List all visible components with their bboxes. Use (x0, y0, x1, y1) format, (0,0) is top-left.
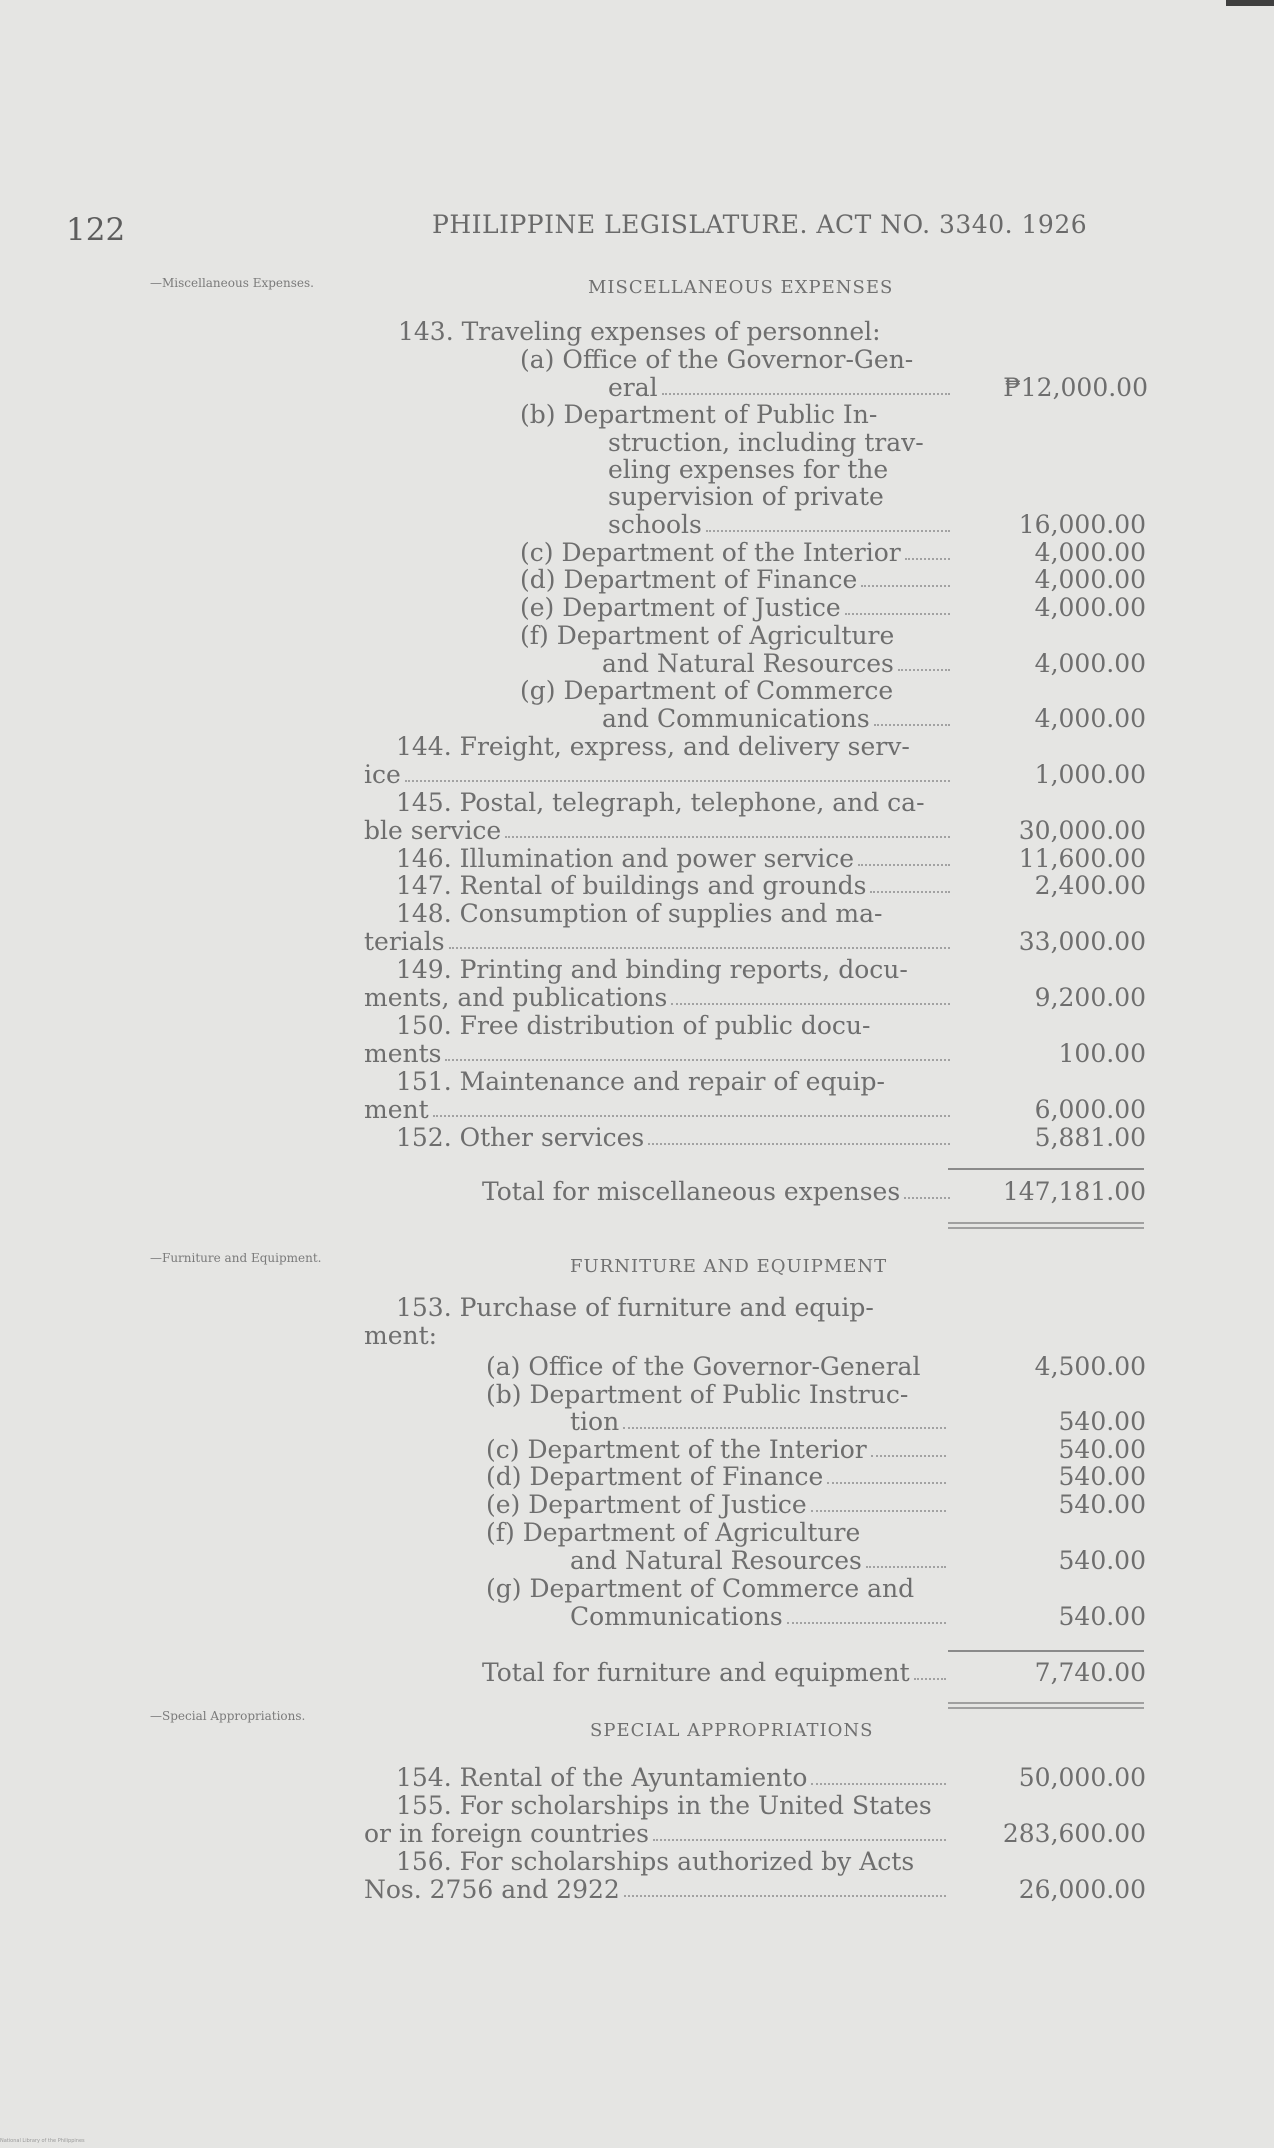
amount-153e: 540.00 (1058, 1490, 1146, 1519)
amount-143c: 4,000.00 (1034, 538, 1146, 567)
item-153d: (d) Department of Finance (486, 1463, 948, 1491)
amount-155: 283,600.00 (1002, 1819, 1146, 1848)
amount-144: 1,000.00 (1034, 760, 1146, 789)
item-145-line2: ble service (364, 817, 952, 845)
amount-151: 6,000.00 (1034, 1095, 1146, 1124)
item-153g-line2: Communications (570, 1603, 948, 1631)
amount-153f: 540.00 (1058, 1546, 1146, 1575)
item-151-line2: ment (364, 1096, 952, 1124)
margin-note-special: —Special Appropriations. (150, 1709, 306, 1723)
amount-154: 50,000.00 (1018, 1763, 1146, 1792)
item-143e: (e) Department of Justice (520, 594, 952, 622)
item-153g-line1: (g) Department of Commerce and (486, 1574, 915, 1603)
item-147: 147. Rental of buildings and grounds (396, 872, 952, 900)
item-156-line2: Nos. 2756 and 2922 (364, 1876, 948, 1904)
item-143: 143. Traveling expenses of personnel: (398, 317, 881, 346)
item-148-line2: terials (364, 928, 952, 956)
amount-143d: 4,000.00 (1034, 565, 1146, 594)
item-143b-line2: struction, including trav- (608, 428, 924, 457)
item-143g-line1: (g) Department of Commerce (520, 676, 894, 705)
amount-147: 2,400.00 (1034, 871, 1146, 900)
item-153e: (e) Department of Justice (486, 1491, 948, 1519)
amount-152: 5,881.00 (1034, 1123, 1146, 1152)
page-number: 122 (66, 212, 126, 248)
heading-special: SPECIAL APPROPRIATIONS (590, 1720, 874, 1741)
item-150-line2: ments (364, 1040, 952, 1068)
item-143c: (c) Department of the Interior (520, 539, 952, 567)
scan-footer: National Library of the Philippines (0, 2138, 85, 2144)
item-143b-line3: eling expenses for the (608, 455, 889, 484)
item-153a: (a) Office of the Governor-General (486, 1352, 921, 1381)
item-144-line1: 144. Freight, express, and delivery serv- (396, 732, 910, 761)
item-143d: (d) Department of Finance (520, 566, 952, 594)
item-145-line1: 145. Postal, telegraph, telephone, and ca- (396, 788, 925, 817)
double-rule-misc (948, 1222, 1144, 1229)
amount-145: 30,000.00 (1018, 816, 1146, 845)
heading-furniture: FURNITURE AND EQUIPMENT (570, 1256, 888, 1277)
item-143g-line2: and Communications (602, 705, 952, 733)
amount-153c: 540.00 (1058, 1435, 1146, 1464)
total-rule-furniture (948, 1650, 1144, 1652)
item-156-line1: 156. For scholarships authorized by Acts (396, 1847, 915, 1876)
amount-143b: 16,000.00 (1018, 510, 1146, 539)
item-153b-line1: (b) Department of Public Instruc- (486, 1380, 909, 1409)
item-153-line1: 153. Purchase of furniture and equip- (396, 1293, 874, 1322)
item-152: 152. Other services (396, 1124, 952, 1152)
item-144-line2: ice (364, 761, 952, 789)
item-143b-line1: (b) Department of Public In- (520, 400, 878, 429)
amount-150: 100.00 (1058, 1039, 1146, 1068)
running-title: PHILIPPINE LEGISLATURE. ACT NO. 3340. 1926 (432, 210, 1088, 239)
amount-143e: 4,000.00 (1034, 593, 1146, 622)
item-153b-line2: tion (570, 1408, 948, 1436)
amount-153g: 540.00 (1058, 1602, 1146, 1631)
item-143f-line2: and Natural Resources (602, 650, 952, 678)
item-143a-line2: eral (608, 374, 952, 402)
amount-153b: 540.00 (1058, 1407, 1146, 1436)
amount-153a: 4,500.00 (1034, 1352, 1146, 1381)
margin-note-misc: —Miscellaneous Expenses. (150, 276, 314, 290)
margin-note-furniture: —Furniture and Equipment. (150, 1251, 322, 1265)
amount-146: 11,600.00 (1018, 844, 1146, 873)
total-amount-furniture: 7,740.00 (1034, 1658, 1146, 1687)
item-153c: (c) Department of the Interior (486, 1436, 948, 1464)
item-143f-line1: (f) Department of Agriculture (520, 621, 895, 650)
item-153f-line2: and Natural Resources (570, 1547, 948, 1575)
total-label-misc: Total for miscellaneous expenses (482, 1178, 952, 1206)
item-155-line2: or in foreign countries (364, 1820, 948, 1848)
total-label-furniture: Total for furniture and equipment (482, 1659, 948, 1687)
double-rule-furniture (948, 1702, 1144, 1709)
amount-143a: ₱12,000.00 (1003, 373, 1148, 402)
item-149-line1: 149. Printing and binding reports, docu- (396, 955, 908, 984)
item-153-line2: ment: (364, 1321, 438, 1350)
amount-143g: 4,000.00 (1034, 704, 1146, 733)
total-amount-misc: 147,181.00 (1002, 1177, 1146, 1206)
amount-153d: 540.00 (1058, 1462, 1146, 1491)
item-153f-line1: (f) Department of Agriculture (486, 1518, 861, 1547)
item-150-line1: 150. Free distribution of public docu- (396, 1011, 871, 1040)
amount-148: 33,000.00 (1018, 927, 1146, 956)
total-rule-misc (948, 1168, 1144, 1170)
item-148-line1: 148. Consumption of supplies and ma- (396, 899, 883, 928)
item-151-line1: 151. Maintenance and repair of equip- (396, 1067, 886, 1096)
item-143a-line1: (a) Office of the Governor-Gen- (520, 345, 914, 374)
item-146: 146. Illumination and power service (396, 845, 952, 873)
item-155-line1: 155. For scholarships in the United States (396, 1791, 932, 1820)
item-149-line2: ments, and publications (364, 984, 952, 1012)
item-154: 154. Rental of the Ayuntamiento (396, 1764, 948, 1792)
item-143b-line4: supervision of private (608, 482, 884, 511)
item-143b-line5: schools (608, 511, 952, 539)
scan-corner-mark (1226, 0, 1274, 6)
heading-misc: MISCELLANEOUS EXPENSES (588, 277, 894, 298)
amount-149: 9,200.00 (1034, 983, 1146, 1012)
amount-156: 26,000.00 (1018, 1875, 1146, 1904)
amount-143f: 4,000.00 (1034, 649, 1146, 678)
